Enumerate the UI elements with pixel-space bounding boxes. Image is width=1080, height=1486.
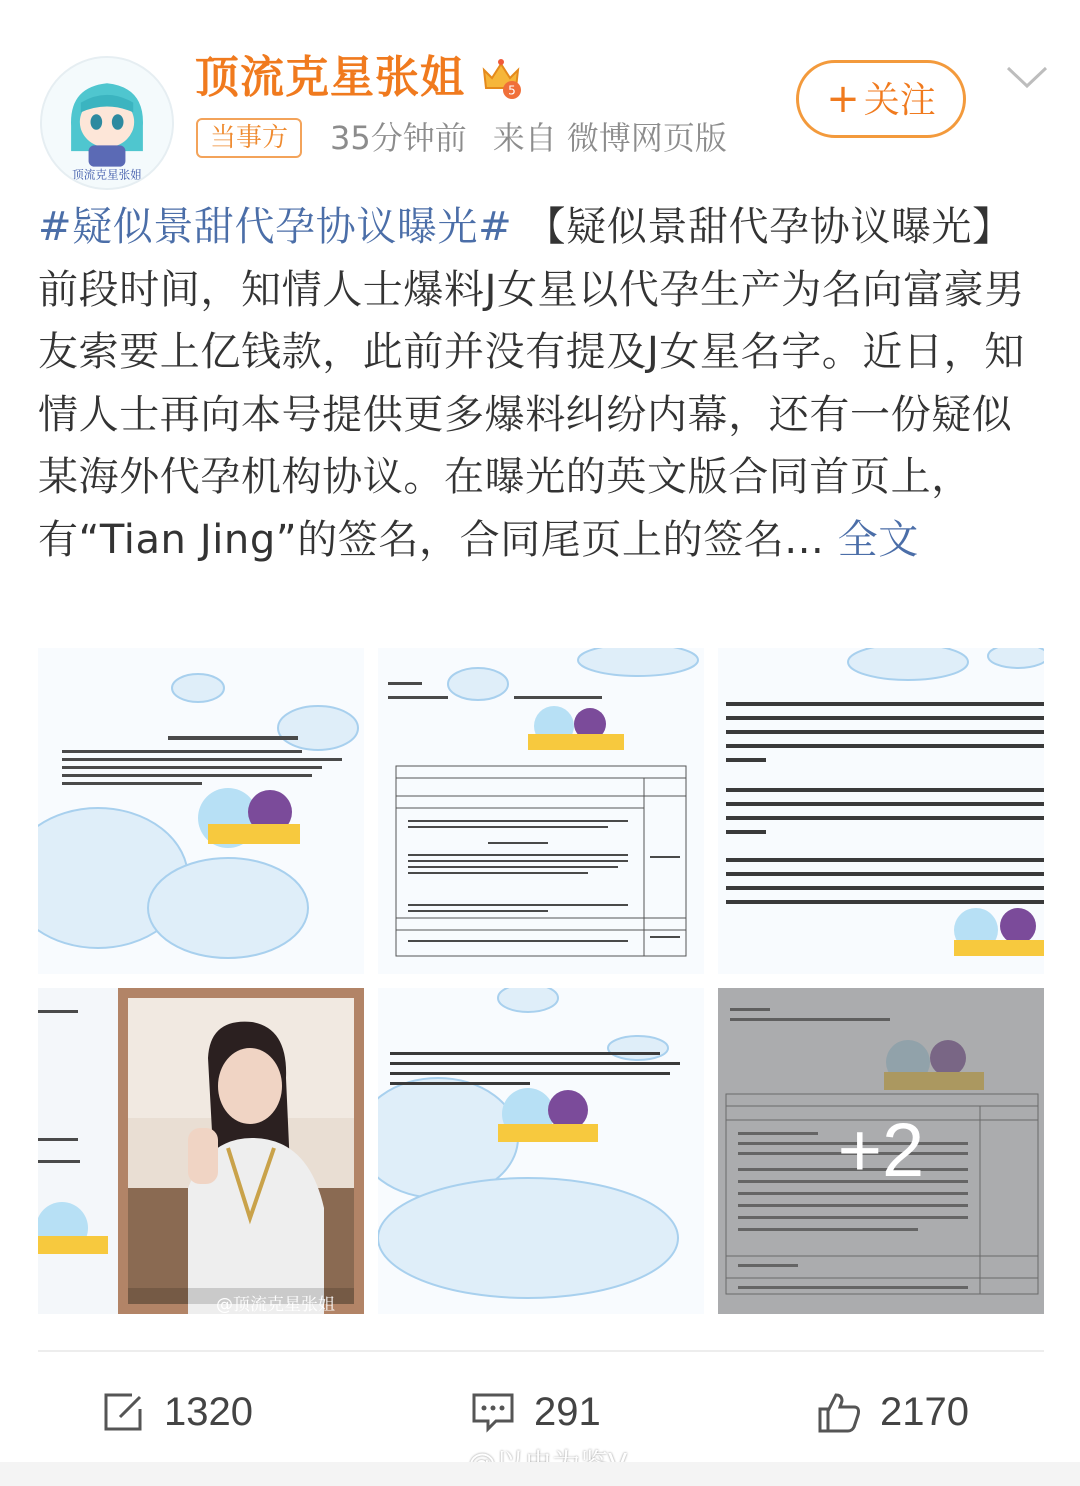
chevron-down-icon[interactable] (1004, 62, 1050, 92)
plus-icon: + (826, 76, 860, 122)
repost-button[interactable] (100, 1382, 253, 1442)
post-text: 【疑似景甜代孕协议曝光】前段时间，知情人士爆料J女星以代孕生产为名向富豪男友索要上亿钱款，此前并没有提及J女星名字。近日，知情人士再向本号提供更多爆料纠纷内幕，还有一份疑似某海外代孕机构协议。在曝光的英文版合同首页上，有“Tian Jing”的签名，合同尾页上的签名... (38, 204, 1025, 563)
post-source: 来自 微博网页版 (492, 119, 727, 157)
crown-level-icon (478, 56, 524, 100)
like-count: 2170 (880, 1389, 969, 1434)
divider (38, 1350, 1044, 1352)
repost-count: 1320 (164, 1389, 253, 1434)
role-badge: 当事方 (196, 118, 302, 158)
image-thumb-1[interactable] (38, 648, 364, 974)
image-thumb-6-more[interactable] (718, 988, 1044, 1314)
username[interactable]: 顶流克星张姐 (195, 52, 465, 103)
read-full-link[interactable]: 全文 (824, 516, 919, 563)
topic-link[interactable]: #疑似景甜代孕协议曝光# (38, 204, 513, 250)
post-body (38, 196, 1038, 571)
comment-count: 291 (534, 1389, 601, 1434)
thumbs-up-icon (816, 1389, 862, 1435)
bottom-bar (0, 1462, 1080, 1486)
repost-icon (100, 1389, 146, 1435)
image-thumb-3[interactable] (718, 648, 1044, 974)
follow-label: 关注 (863, 80, 936, 121)
avatar[interactable] (40, 56, 174, 190)
comment-button[interactable] (470, 1382, 601, 1442)
like-button[interactable] (816, 1382, 969, 1442)
comment-icon (470, 1389, 516, 1435)
post-time: 35分钟前 (330, 119, 467, 157)
image-thumb-2[interactable] (378, 648, 704, 974)
follow-button[interactable] (796, 60, 966, 138)
image-thumb-5[interactable] (378, 988, 704, 1314)
more-images-overlay[interactable]: +2 (718, 988, 1044, 1314)
post-meta (330, 116, 727, 160)
svg-text:顶流克星张姐: 顶流克星张姐 (72, 167, 142, 182)
image-thumb-4-photo[interactable] (38, 988, 364, 1314)
photo-watermark: @顶流克星张姐 (216, 1295, 335, 1314)
image-grid (38, 648, 1044, 1316)
svg-text:5: 5 (508, 83, 516, 98)
